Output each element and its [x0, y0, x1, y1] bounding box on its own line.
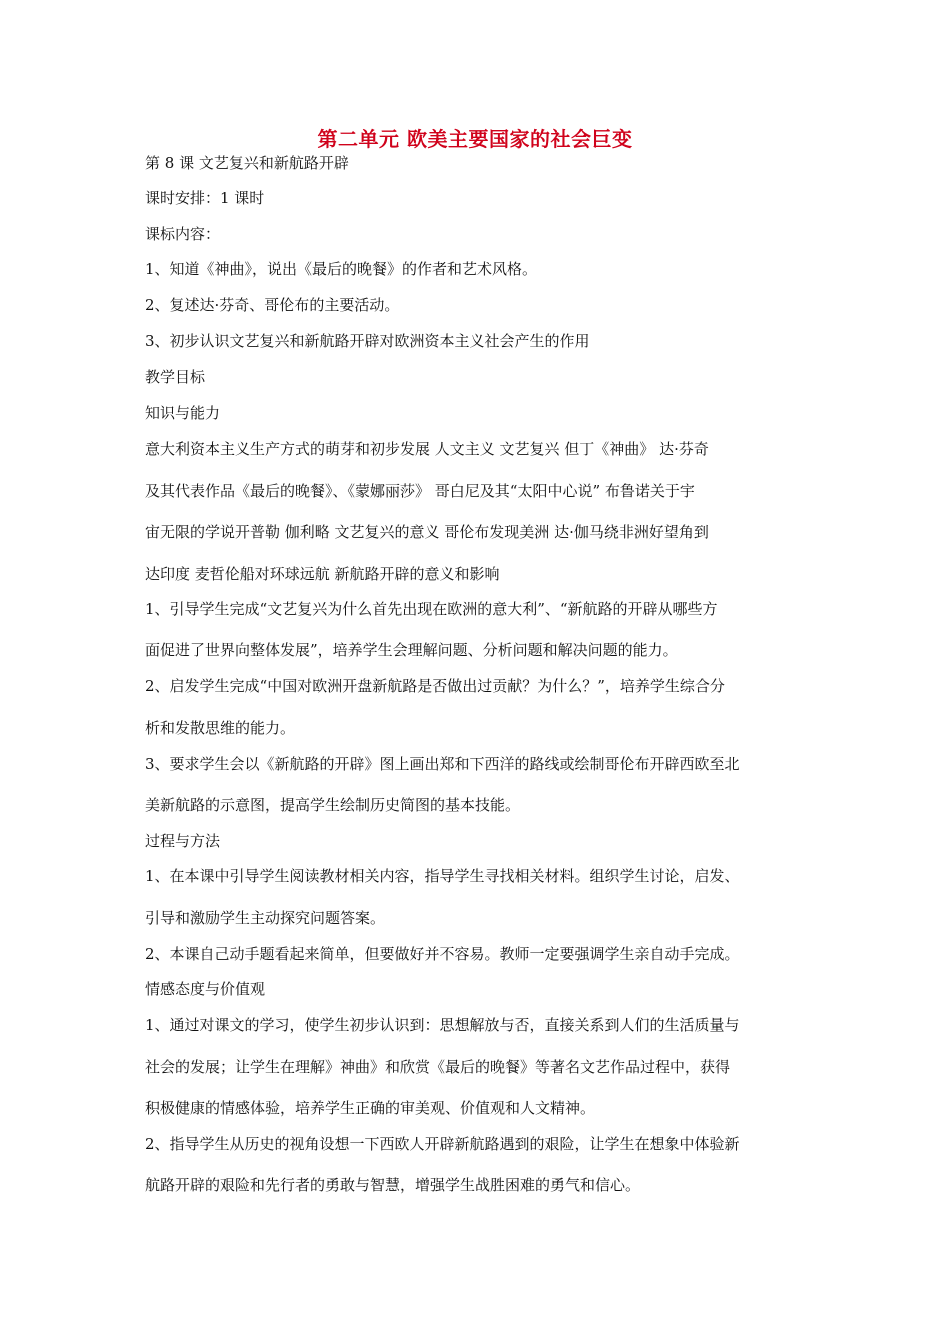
values-item-line: 航路开辟的艰险和先行者的勇敢与智慧，增强学生战胜困难的勇气和信心。 — [145, 1176, 641, 1194]
ability-item-line: 面促进了世界向整体发展”，培养学生会理解问题、分析问题和解决问题的能力。 — [145, 641, 678, 659]
values-item-line: 社会的发展；让学生在理解》神曲》和欣赏《最后的晚餐》等著名文艺作品过程中，获得 — [145, 1058, 731, 1076]
standards-item-2: 2、复述达·芬奇、哥伦布的主要活动。 — [145, 296, 400, 314]
values-item-line: 1、通过对课文的学习，使学生初步认识到：思想解放与否，直接关系到人们的生活质量与 — [145, 1016, 740, 1034]
schedule-line: 课时安排：1 课时 — [145, 189, 265, 207]
unit-title: 第二单元 欧美主要国家的社会巨变 — [317, 127, 633, 151]
process-heading: 过程与方法 — [145, 832, 221, 850]
knowledge-text-line: 及其代表作品《最后的晚餐》、《蒙娜丽莎》 哥白尼及其“太阳中心说” 布鲁诺关于宇 — [145, 482, 695, 500]
ability-item-line: 美新航路的示意图，提高学生绘制历史简图的基本技能。 — [145, 796, 521, 814]
ability-item-line: 析和发散思维的能力。 — [145, 719, 296, 737]
knowledge-text-line: 意大利资本主义生产方式的萌芽和初步发展 人文主义 文艺复兴 但丁《神曲》 达·芬奇 — [145, 440, 709, 458]
standards-item-1: 1、知道《神曲》，说出《最后的晚餐》的作者和艺术风格。 — [145, 260, 538, 278]
process-item-line: 1、在本课中引导学生阅读教材相关内容，指导学生寻找相关材料。组织学生讨论，启发、 — [145, 867, 740, 885]
standards-heading: 课标内容： — [145, 225, 221, 243]
ability-item-line: 2、启发学生完成“中国对欧洲开盘新航路是否做出过贡献？为什么？”，培养学生综合分 — [145, 677, 725, 695]
values-item-line: 2、指导学生从历史的视角设想一下西欧人开辟新航路遇到的艰险，让学生在想象中体验新 — [145, 1135, 740, 1153]
ability-item-line: 1、引导学生完成“文艺复兴为什么首先出现在欧洲的意大利”、“新航路的开辟从哪些方 — [145, 600, 718, 618]
values-item-line: 积极健康的情感体验，培养学生正确的审美观、价值观和人文精神。 — [145, 1099, 596, 1117]
knowledge-text-line: 宙无限的学说开普勒 伽利略 文艺复兴的意义 哥伦布发现美洲 达·伽马绕非洲好望角到 — [145, 523, 709, 541]
process-item-line: 2、本课自己动手题看起来简单，但要做好并不容易。教师一定要强调学生亲自动手完成。 — [145, 945, 740, 963]
standards-item-3: 3、初步认识文艺复兴和新航路开辟对欧洲资本主义社会产生的作用 — [145, 332, 590, 350]
knowledge-text-line: 达印度 麦哲伦船对环球远航 新航路开辟的意义和影响 — [145, 565, 500, 583]
knowledge-heading: 知识与能力 — [145, 404, 221, 422]
process-item-line: 引导和激励学生主动探究问题答案。 — [145, 909, 386, 927]
objectives-heading: 教学目标 — [145, 368, 206, 386]
values-heading: 情感态度与价值观 — [145, 980, 266, 998]
ability-item-line: 3、要求学生会以《新航路的开辟》图上画出郑和下西洋的路线或绘制哥伦布开辟西欧至北 — [145, 755, 740, 773]
lesson-heading: 第 8 课 文艺复兴和新航路开辟 — [145, 154, 349, 172]
